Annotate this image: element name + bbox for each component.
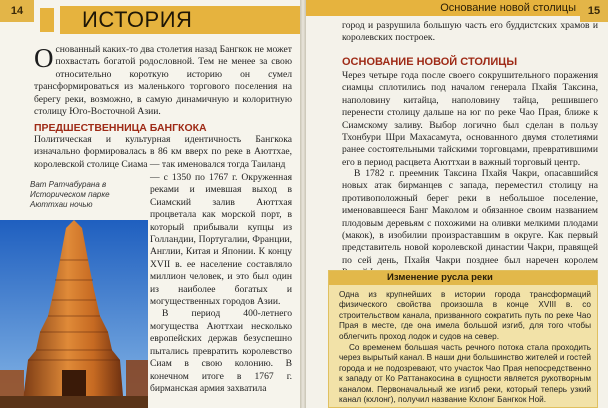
section-heading-predecessor: ПРЕДШЕСТВЕННИЦА БАНГКОКА [34,122,207,134]
founding-paragraph-1: Через четыре года после своего сокрушительного поражения сиамцы сплотились под началом генерала Пхайя Таксина, наполовину китайца, наполовину тайца, решившего перенести столицу дальше на юг по реке Чао Прая, ближе к Сиамскому заливу. Выбор логично был сделан в пользу Тхонбури Шри Махасамута, основанного двумя столетиями ранее состоятельными тайскими торговцами, превратившими его в период расцвета Аюттхаи в важный торговый центр. [342,70,598,168]
right-running-header [306,0,608,16]
sidebar-box-body [339,290,591,405]
sidebar-paragraph-1: Одна из крупнейших в истории города трансформаций физического свойства произошла в конце XVIII в. со строительством канала, призванного сократить путь по реке Чао Прая в месте, где она имела большой изгиб, для того чтобы облегчить проход лодок и судов на север. [339,290,591,341]
running-header-label: Основание новой столицы [440,2,576,14]
left-page [0,0,300,408]
left-page-number: 14 [0,0,34,22]
sidebar-box-river [328,270,598,408]
temple-photo [0,220,148,408]
intro-paragraph [34,44,292,118]
right-page-number: 15 [580,0,608,22]
section1-lead-text: Политическая и культурная идентичность Бангкока изначально формировалась в 86 км вверх по реке в Аюттхае, королевской столице Сиама — так именовался тогда Таиланд [34,134,292,170]
photo-caption: Ват Ратчабурана в Историческом парке Аюттхаи ночью [30,180,110,209]
section1-column [150,172,292,395]
right-page [306,0,608,408]
temple-illustration [0,220,148,408]
intro-text: снованный каких-то два столетия назад Бангкок не может похвастать богатой родословной. Тем не менее за свою относительно короткую историю он сумел трансформироваться из маленького торгового поселения на берегу реки, возможно, в самую динамичную и колоритную столицу Юго-Восточной Азии. [34,44,292,118]
founding-paragraph-2: В 1782 г. преемник Таксина Пхайя Чакри, опасавшийся новых атак бирманцев с запада, переместил столицу на противоположный берег реки в небольшое поселение, именовавшееся Банг Маколом и обязанное своим названием плодовым деревьям с похожими на оливки мелкими плодами (макок), в изобилии произраставшим в округе. Как первый представитель новой королевской династии Чакри, правящей по сей день, Пхайя Чакри позднее был наречен королем [342,168,598,266]
title-decoration [40,8,54,32]
sidebar-paragraph-2: Со временем большая часть речного потока стала проходить через вырытый канал. В наши дни большинство жителей и гостей города и не подозревают, что участок Чао Прая непосредственно к западу от Ко Раттанакосина в сущности является рукотворным каналом. Первоначальный же изгиб реки, который теперь узкий канал (кхлонг), получил название Кхлонг Бангкок Ной. [339,343,591,405]
continued-text: город и разрушила большую часть его буддистских храмов и королевских построек. [342,20,598,44]
section-heading-founding: ОСНОВАНИЕ НОВОЙ СТОЛИЦЫ [342,56,518,68]
sidebar-box-header [329,271,597,285]
section1-column-text: — с 1350 по 1767 г. Окруженная реками и имевшая выход в Сиамский залив Аюттхая процветала как морской порт, в который прибывали купцы из Голландии, Португалии, Франции, Англии, Китая и Японии. К концу XVII в. ее население составляло миллион человек, и это был один из наиболее богатых и могущественных городов Азии. [150,172,292,308]
sidebar-box-title: Изменение русла реки [387,272,493,283]
drop-cap: О [34,43,54,73]
section1-column-text-2: В период 400-летнего могущества Аюттхаи несколько европейских держав безуспешно пытались превратить королевство Сиам в свою колонию. В конечном итоге в 1767 г. бирманская армия захватила [150,308,292,394]
chapter-title: ИСТОРИЯ [82,7,193,32]
chapter-title-bar [60,6,300,34]
